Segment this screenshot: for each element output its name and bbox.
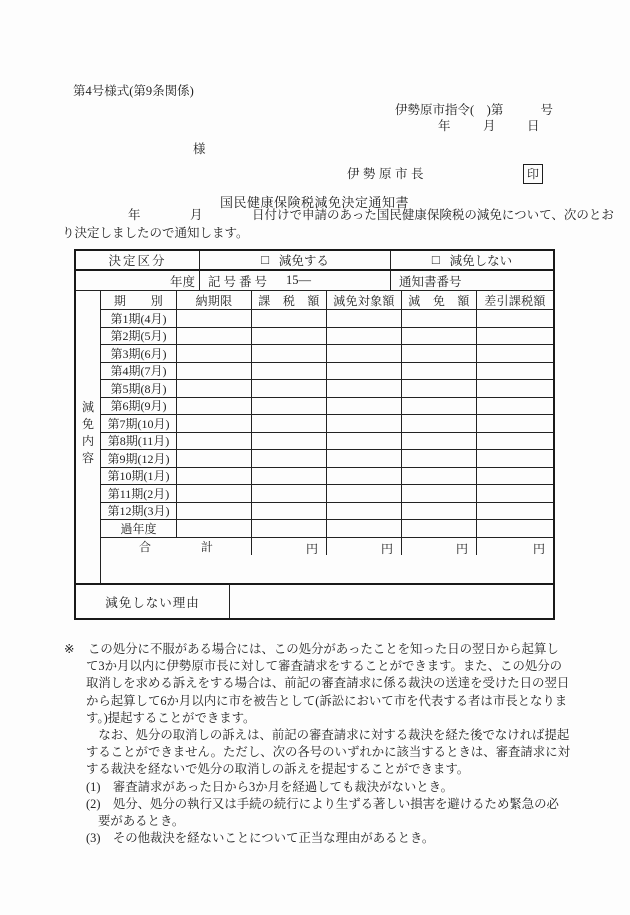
table-cell bbox=[327, 328, 402, 346]
decision-category-label: 決定区分 bbox=[76, 251, 200, 271]
intro-blank-month: 月 bbox=[190, 208, 203, 222]
intro-line1-text: 日付けで申請のあった国民健康保険税の減免について、次のとお bbox=[252, 208, 614, 222]
table-cell bbox=[252, 433, 327, 451]
col-header-reduction-target: 減免対象額 bbox=[327, 291, 402, 310]
table-cell bbox=[252, 310, 327, 328]
table-cell bbox=[252, 485, 327, 503]
intro-blank-year: 年 bbox=[128, 208, 141, 222]
table-cell bbox=[252, 450, 327, 468]
option-grant-cell bbox=[200, 251, 391, 271]
table-cell bbox=[402, 415, 477, 433]
total-yen-cell: 円 bbox=[252, 538, 327, 556]
appeal-note bbox=[64, 641, 570, 847]
deny-reason-label: 減免しない理由 bbox=[76, 583, 230, 618]
period-label: 第12期(3月) bbox=[101, 503, 177, 521]
table-cell bbox=[477, 310, 553, 328]
period-label: 第7期(10月) bbox=[101, 415, 177, 433]
table-cell bbox=[402, 345, 477, 363]
col-header-due-date: 納期限 bbox=[177, 291, 252, 310]
table-cell bbox=[477, 345, 553, 363]
table-cell bbox=[252, 503, 327, 521]
note-line: ※ この処分に不服がある場合には、この処分があったことを知った日の翌日から起算し bbox=[64, 641, 566, 658]
seal-mark: 印 bbox=[523, 164, 543, 184]
table-cell bbox=[327, 345, 402, 363]
table-cell bbox=[402, 520, 477, 538]
period-label: 第9期(12月) bbox=[101, 450, 177, 468]
total-label-cell: 合 計 bbox=[101, 538, 252, 556]
period-label: 第11期(2月) bbox=[101, 485, 177, 503]
table-cell bbox=[177, 503, 252, 521]
table-cell bbox=[252, 468, 327, 486]
note-line: 要があるとき。 bbox=[98, 814, 185, 829]
total-yen-cell: 円 bbox=[327, 538, 402, 556]
table-cell bbox=[177, 485, 252, 503]
col-header-period: 期 別 bbox=[101, 291, 177, 310]
table-cell bbox=[402, 398, 477, 416]
table-cell bbox=[402, 503, 477, 521]
table-cell bbox=[402, 450, 477, 468]
notice-number-label: 通知書番号 bbox=[391, 271, 553, 291]
table-cell bbox=[327, 433, 402, 451]
col-header-balance: 差引課税額 bbox=[477, 291, 553, 310]
note-line: から起算して6か月以内に市を被告として(訴訟において市を代表する者は市長となりま bbox=[86, 693, 568, 708]
table-cell bbox=[177, 398, 252, 416]
note-line: て3か月以内に伊勢原市長に対して審査請求をすることができます。また、この処分の bbox=[86, 659, 563, 674]
decision-table bbox=[74, 249, 555, 620]
period-label: 第3期(6月) bbox=[101, 345, 177, 363]
table-cell bbox=[327, 310, 402, 328]
col-header-taxed-amount: 課 税 額 bbox=[252, 291, 327, 310]
table-cell bbox=[327, 468, 402, 486]
table-cell bbox=[327, 398, 402, 416]
table-cell bbox=[252, 520, 327, 538]
table-cell bbox=[327, 520, 402, 538]
option-deny-label: 減免しない bbox=[449, 254, 513, 268]
directive-suffix: 号 bbox=[540, 103, 553, 117]
date-year-label: 年 bbox=[438, 119, 451, 133]
checkbox-grant-icon: □ bbox=[261, 252, 269, 267]
page-title: 国民健康保険税減免決定通知書 bbox=[219, 195, 409, 210]
table-cell bbox=[327, 380, 402, 398]
table-cell bbox=[252, 380, 327, 398]
table-cell bbox=[177, 345, 252, 363]
period-grid bbox=[76, 291, 553, 583]
table-cell bbox=[477, 520, 553, 538]
symbol-number-value: 15― bbox=[286, 273, 312, 287]
note-line-item-2: (2) 処分、処分の執行又は手続の続行により生ずる著しい損害を避けるため緊急の必 bbox=[86, 796, 559, 811]
table-cell bbox=[327, 415, 402, 433]
table-cell bbox=[402, 363, 477, 381]
addressee-honorific: 様 bbox=[193, 142, 206, 156]
table-cell bbox=[177, 468, 252, 486]
date-month-label: 月 bbox=[483, 119, 496, 133]
table-cell bbox=[477, 468, 553, 486]
note-line: なお、処分の取消しの訴えは、前記の審査請求に対する裁決を経た後でなければ提起 bbox=[86, 728, 570, 743]
note-line-item-1: (1) 審査請求があった日から3か月を経過しても裁決がないとき。 bbox=[86, 779, 453, 794]
deny-reason-value bbox=[230, 583, 553, 618]
period-label: 第2期(5月) bbox=[101, 328, 177, 346]
form-number: 第4号様式(第9条関係) bbox=[73, 84, 194, 98]
table-cell bbox=[177, 520, 252, 538]
total-yen-cell: 円 bbox=[532, 541, 545, 555]
table-cell bbox=[177, 450, 252, 468]
symbol-number-label: 記号番号 bbox=[208, 274, 271, 289]
table-cell bbox=[252, 415, 327, 433]
intro-line-1 bbox=[0, 208, 630, 224]
table-cell bbox=[177, 415, 252, 433]
total-yen-cell: 円 bbox=[402, 538, 477, 556]
note-line-item-3: (3) その他裁決を経ないことについて正当な理由があるとき。 bbox=[86, 831, 435, 846]
fiscal-year-label: 年度 bbox=[76, 271, 200, 291]
table-cell bbox=[177, 363, 252, 381]
period-label: 第5期(8月) bbox=[101, 380, 177, 398]
directive-prefix: 伊勢原市指令( )第 bbox=[395, 103, 504, 117]
table-cell bbox=[402, 485, 477, 503]
deny-reason-row bbox=[76, 583, 553, 618]
period-label: 第4期(7月) bbox=[101, 363, 177, 381]
table-cell bbox=[177, 380, 252, 398]
decision-header-rows bbox=[76, 251, 553, 291]
option-grant-label: 減免する bbox=[278, 254, 329, 268]
table-cell bbox=[327, 503, 402, 521]
table-cell bbox=[252, 398, 327, 416]
table-cell bbox=[402, 328, 477, 346]
table-cell bbox=[252, 345, 327, 363]
table-cell bbox=[327, 363, 402, 381]
table-cell bbox=[402, 468, 477, 486]
note-line: する裁決を経ないで処分の取消しの訴えを提起することができます。 bbox=[86, 762, 470, 777]
table-cell bbox=[477, 503, 553, 521]
intro-line-2: り決定しましたので通知します。 bbox=[62, 226, 249, 240]
note-line: することができません。ただし、次の各号のいずれかに該当するときは、審査請求に対 bbox=[86, 745, 570, 760]
checkbox-deny-icon: □ bbox=[431, 252, 440, 267]
table-cell bbox=[477, 328, 553, 346]
period-label: 第8期(11月) bbox=[101, 433, 177, 451]
note-line: す。)提起することができます。 bbox=[86, 710, 256, 725]
table-cell bbox=[477, 398, 553, 416]
side-vertical-label: 減 免 内 容 bbox=[76, 291, 101, 583]
directive-number-line bbox=[395, 103, 553, 118]
table-cell bbox=[402, 433, 477, 451]
period-label: 第6期(9月) bbox=[101, 398, 177, 416]
table-cell bbox=[327, 485, 402, 503]
table-cell bbox=[477, 485, 553, 503]
mayor-title: 伊勢原市長 bbox=[347, 167, 428, 181]
col-header-reduction-amount: 減 免 額 bbox=[402, 291, 477, 310]
table-cell bbox=[477, 450, 553, 468]
table-cell bbox=[477, 363, 553, 381]
table-cell bbox=[402, 310, 477, 328]
table-cell bbox=[477, 433, 553, 451]
period-label: 過年度 bbox=[101, 520, 177, 538]
table-cell bbox=[177, 433, 252, 451]
table-cell bbox=[477, 380, 553, 398]
period-label: 第1期(4月) bbox=[101, 310, 177, 328]
table-cell bbox=[252, 328, 327, 346]
table-cell bbox=[327, 450, 402, 468]
date-day-label: 日 bbox=[527, 119, 540, 133]
note-marker: ※ bbox=[64, 642, 75, 656]
table-cell bbox=[402, 380, 477, 398]
option-deny-cell bbox=[391, 251, 553, 271]
symbol-number-cell bbox=[200, 271, 391, 291]
period-label: 第10期(1月) bbox=[101, 468, 177, 486]
table-cell bbox=[477, 415, 553, 433]
table-cell bbox=[177, 328, 252, 346]
table-cell bbox=[252, 363, 327, 381]
table-cell bbox=[177, 310, 252, 328]
note-line: 取消しを求める訴えをする場合は、前記の審査請求に係る裁決の送達を受けた日の翌日 bbox=[86, 676, 570, 691]
